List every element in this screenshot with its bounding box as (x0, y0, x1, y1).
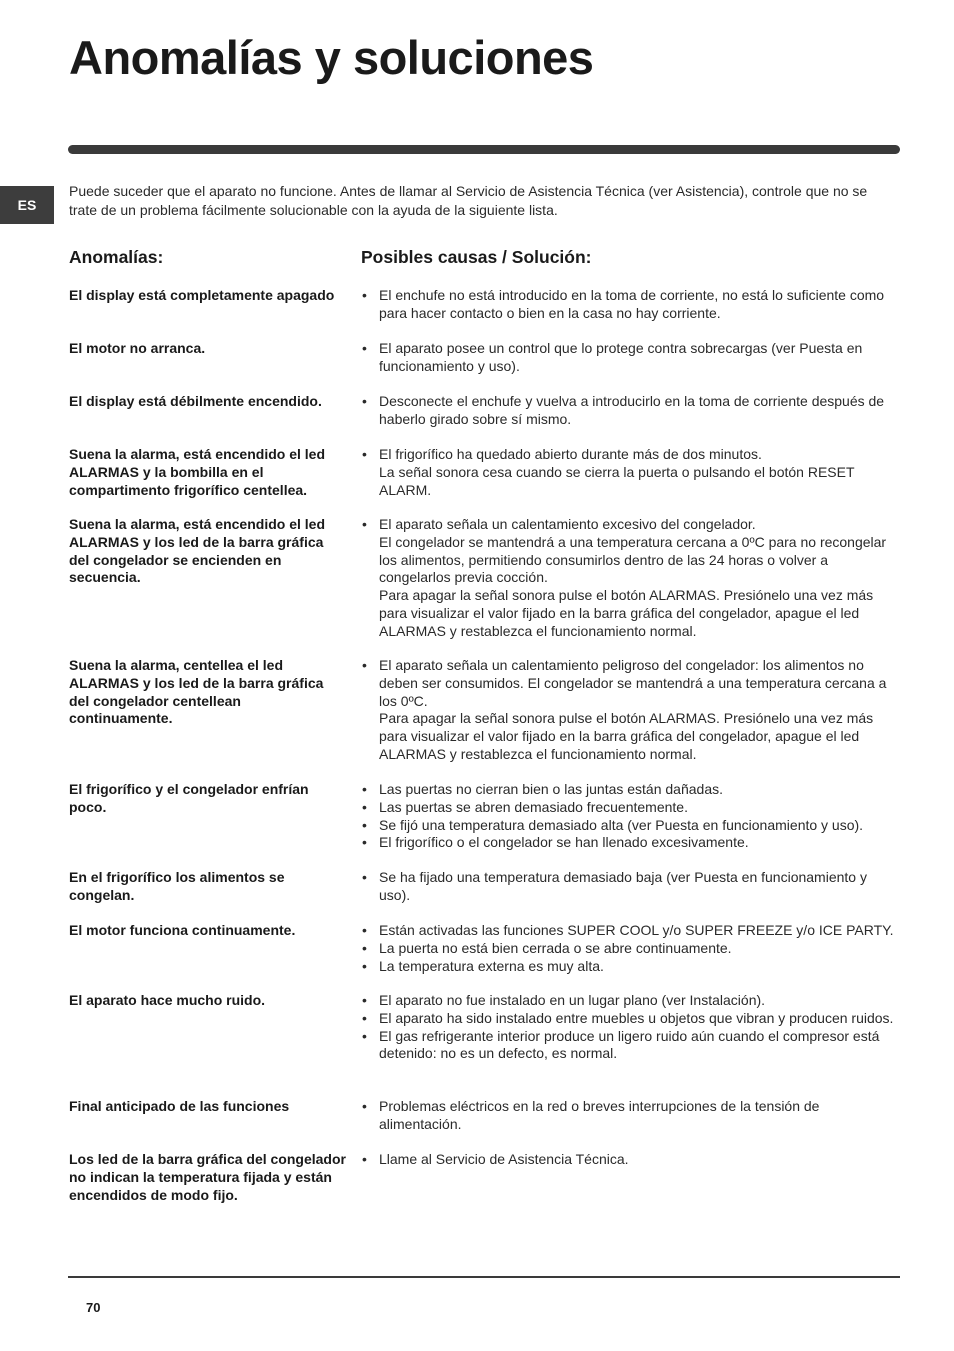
anomaly-text: Suena la alarma, está encendido el led ALARMAS y los led de la barra gráfica del congelador se encienden en secuencia. (69, 516, 325, 586)
anomaly-text: El display está completamente apagado (69, 287, 335, 303)
page-number: 70 (86, 1300, 101, 1315)
anomaly-text: Suena la alarma, está encendido el led ALARMAS y la bombilla en el compartimento frigorífico centellea. (69, 446, 325, 498)
solution-item (361, 922, 896, 940)
solution-item (361, 781, 896, 799)
anomaly-text: El motor no arranca. (69, 340, 206, 356)
solution-item (361, 340, 896, 376)
solution-item (361, 817, 896, 835)
title-divider (68, 145, 900, 154)
solution-line: • El aparato ha sido instalado entre muebles u objetos que vibran y producen ruidos. (379, 1009, 894, 1026)
solution-line: • Las puertas no cierran bien o las juntas están dañadas. (379, 781, 724, 797)
solution-item (361, 958, 896, 976)
solution-line: El congelador se mantendrá a una temperatura cercana a 0ºC para no recongelar los alimentos, permitiendo consumirlos dentro de las 24 horas o volver a congelarlos previa cocción. (379, 533, 887, 586)
solution-list (361, 340, 896, 376)
solution-line: • Se ha fijado una temperatura demasiado baja (ver Puesta en funcionamiento y uso). (379, 869, 867, 903)
solution-line: La señal sonora cesa cuando se cierra la puerta o pulsando el botón RESET ALARM. (379, 463, 855, 498)
solution-item (361, 446, 896, 499)
solution-list (361, 869, 896, 905)
solution-line: • El gas refrigerante interior produce un ligero ruido aún cuando el compresor está detenido: no es un defecto, es normal. (379, 1027, 880, 1062)
anomaly-text: El motor funciona continuamente. (69, 922, 296, 938)
anomaly-text: Suena la alarma, centellea el led ALARMAS y los led de la barra gráfica del congelador centellean continuamente. (69, 657, 324, 727)
solution-line: • El frigorífico ha quedado abierto durante más de dos minutos. (379, 446, 762, 462)
anomaly-text: Los led de la barra gráfica del congelador no indican la temperatura fijada y están encendidos de modo fijo. (69, 1151, 346, 1203)
anomaly-text: El aparato hace mucho ruido. (69, 992, 266, 1008)
solution-line: • Se fijó una temperatura demasiado alta (ver Puesta en funcionamiento y uso). (379, 816, 864, 833)
anomaly-text: Final anticipado de las funciones (69, 1098, 290, 1114)
solution-list (361, 922, 896, 975)
solution-line: • Llame al Servicio de Asistencia Técnica. (379, 1151, 629, 1167)
solution-item (361, 869, 896, 905)
solution-line: • El aparato señala un calentamiento excesivo del congelador. (379, 516, 756, 532)
solution-item (361, 992, 896, 1010)
solution-line: • Están activadas las funciones SUPER COOL y/o SUPER FREEZE y/o ICE PARTY. (379, 922, 894, 938)
solution-item (361, 1151, 896, 1169)
solution-line: Para apagar la señal sonora pulse el botón ALARMAS. Presiónelo una vez más para visualizar el valor fijado en la barra gráfica del congelador, apague el led ALARMAS y restablezca el funcionamiento normal. (379, 587, 874, 639)
solution-line: • El aparato posee un control que lo protege contra sobrecargas (ver Puesta en funcionamiento y uso). (379, 340, 863, 374)
page-title: Anomalías y soluciones (69, 31, 594, 84)
solution-list (361, 992, 896, 1063)
solution-line: • El aparato no fue instalado en un lugar plano (ver Instalación). (379, 992, 766, 1008)
solution-line: • La temperatura externa es muy alta. (379, 957, 604, 974)
solution-item (361, 287, 896, 323)
solution-line: Para apagar la señal sonora pulse el botón ALARMAS. Presiónelo una vez más para visualizar el valor fijado en la barra gráfica del congelador, apague el led ALARMAS y restablezca el funcionamiento normal. (379, 710, 874, 762)
solution-item (361, 1010, 896, 1028)
solution-list (361, 446, 896, 499)
solution-line: • La puerta no está bien cerrada o se abre continuamente. (379, 939, 732, 956)
solution-list (361, 393, 896, 429)
solution-item (361, 393, 896, 429)
solution-line: • El enchufe no está introducido en la toma de corriente, no está lo suficiente como para hacer contacto o bien en la casa no hay corriente. (379, 287, 885, 321)
solution-item (361, 799, 896, 817)
solution-list (361, 1098, 896, 1134)
solutions-heading: Posibles causas / Solución: (361, 247, 592, 267)
solution-item (361, 657, 896, 764)
solution-line: • Desconecte el enchufe y vuelva a introducirlo en la toma de corriente después de haberlo girado sobre sí mismo. (379, 393, 885, 427)
solution-list (361, 516, 896, 641)
intro-paragraph: Puede suceder que el aparato no funcione. Antes de llamar al Servicio de Asistencia Técnica (ver Asistencia), controle que no se trate de un problema fácilmente solucionable con la ayuda de la siguiente lista. (69, 183, 868, 218)
anomaly-text: En el frigorífico los alimentos se congelan. (69, 869, 285, 903)
solution-line: • El frigorífico o el congelador se han llenado excesivamente. (379, 834, 749, 851)
solution-item (361, 516, 896, 641)
anomalies-heading: Anomalías: (69, 247, 164, 267)
solution-list (361, 287, 896, 323)
language-tab: ES (0, 186, 54, 224)
solution-list (361, 781, 896, 852)
solution-item (361, 834, 896, 852)
solution-line: • Problemas eléctricos en la red o breves interrupciones de la tensión de alimentación. (379, 1098, 820, 1132)
footer-divider (68, 1276, 900, 1278)
solution-line: • El aparato señala un calentamiento peligroso del congelador: los alimentos no deben ser consumidos. El congelador se mantendrá a una temperatura cercana a los 0ºC. (379, 657, 887, 709)
solution-list (361, 657, 896, 764)
solution-item (361, 1098, 896, 1134)
solution-item (361, 940, 896, 958)
solution-item (361, 1028, 896, 1064)
anomaly-text: El display está débilmente encendido. (69, 393, 322, 409)
solution-list (361, 1151, 896, 1169)
solution-line: • Las puertas se abren demasiado frecuentemente. (379, 798, 688, 815)
anomaly-text: El frigorífico y el congelador enfrían poco. (69, 781, 309, 815)
